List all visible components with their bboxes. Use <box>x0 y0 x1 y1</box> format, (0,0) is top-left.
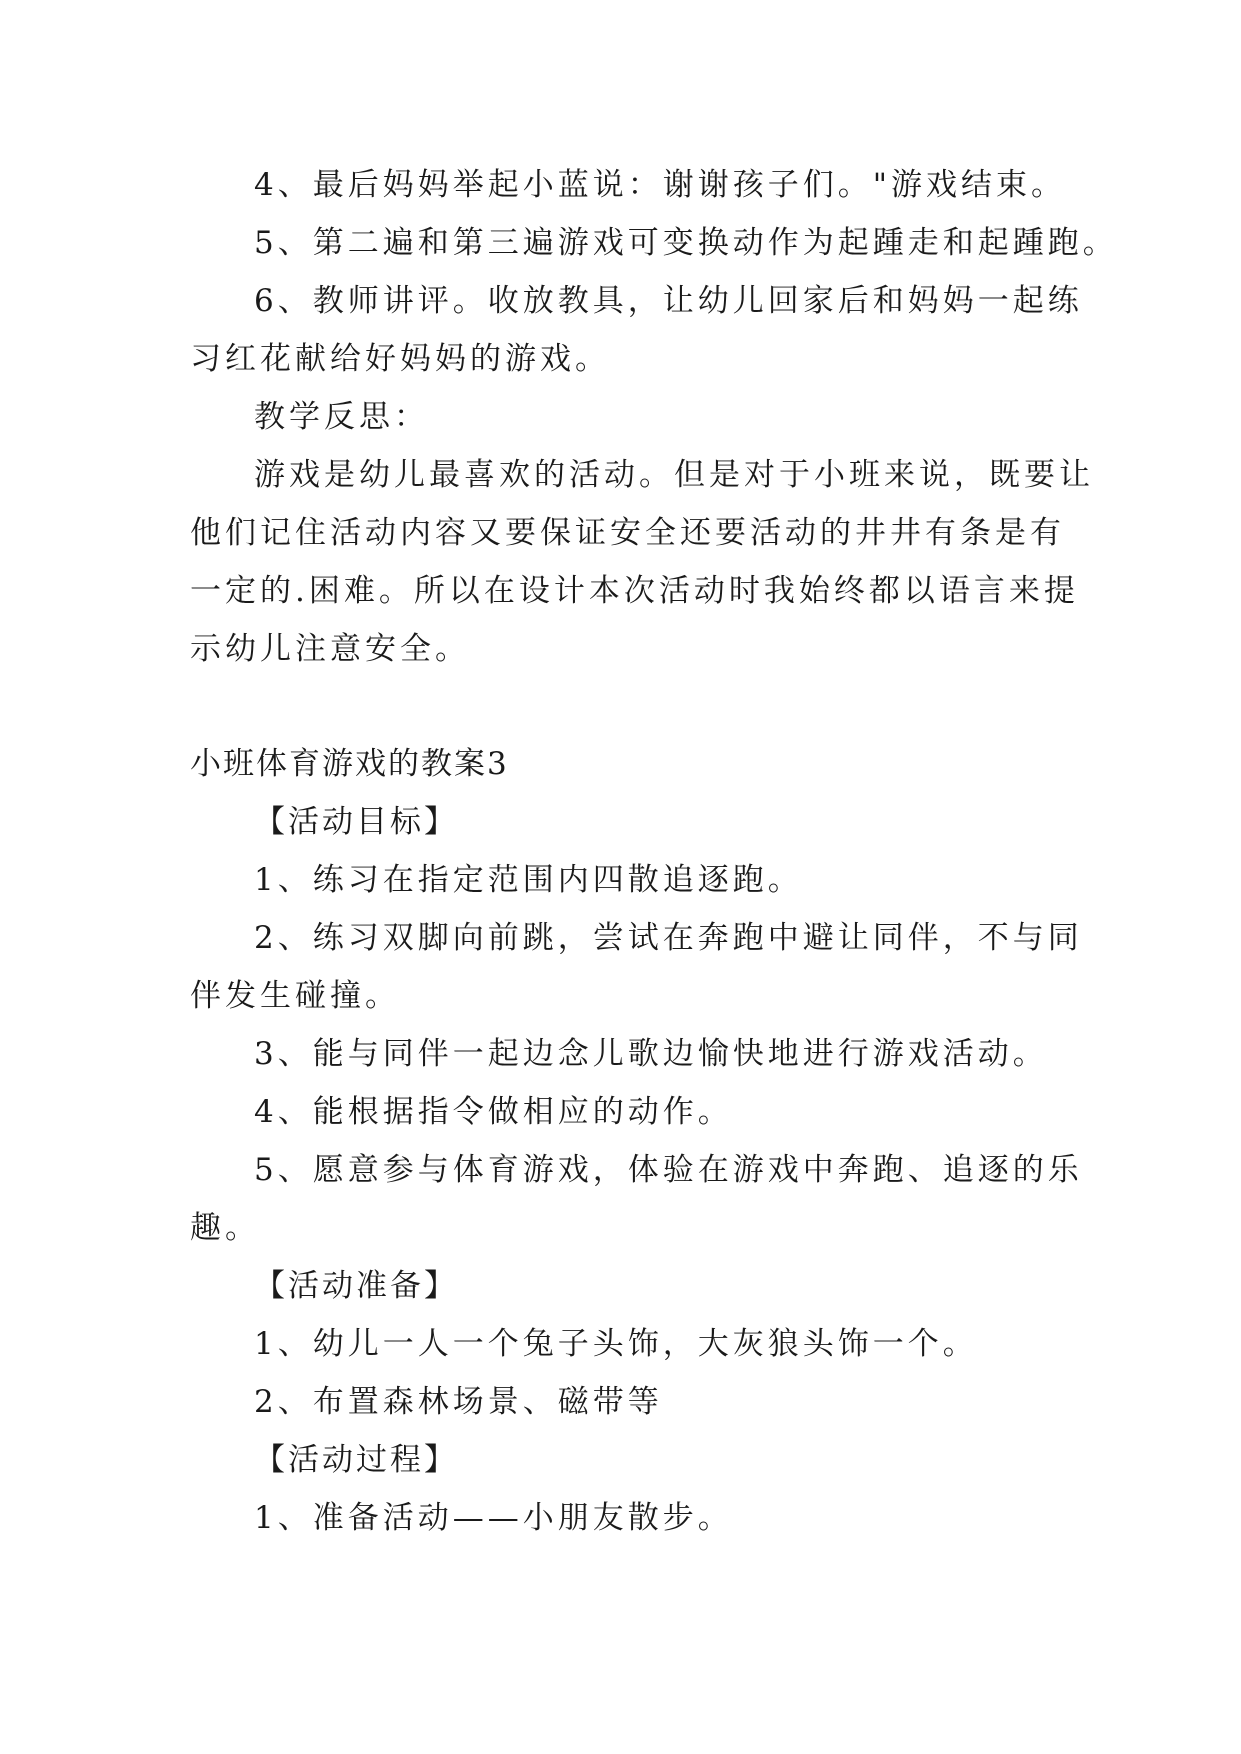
section-heading: 【活动目标】 <box>254 804 458 840</box>
section-heading: 【活动准备】 <box>254 1268 458 1304</box>
paragraph-line: 示幼儿注意安全。 <box>190 631 470 667</box>
section-heading: 教学反思： <box>254 399 429 435</box>
list-item: 5、愿意参与体育游戏，体验在游戏中奔跑、追逐的乐 <box>254 1152 1083 1188</box>
paragraph-line: 6、教师讲评。收放教具，让幼儿回家后和妈妈一起练 <box>254 283 1083 319</box>
list-item: 1、幼儿一人一个兔子头饰，大灰狼头饰一个。 <box>254 1326 978 1362</box>
section-heading: 【活动过程】 <box>254 1442 458 1478</box>
list-item: 2、布置森林场景、磁带等 <box>254 1384 663 1420</box>
list-item: 1、练习在指定范围内四散追逐跑。 <box>254 862 803 898</box>
paragraph-line: 4、最后妈妈举起小蓝说：谢谢孩子们。"游戏结束。 <box>254 167 1066 203</box>
list-item: 1、准备活动——小朋友散步。 <box>254 1500 733 1536</box>
list-item: 2、练习双脚向前跳，尝试在奔跑中避让同伴，不与同 <box>254 920 1083 956</box>
list-item: 4、能根据指令做相应的动作。 <box>254 1094 733 1130</box>
paragraph-line: 习红花献给好妈妈的游戏。 <box>190 341 610 377</box>
list-item: 3、能与同伴一起边念儿歌边愉快地进行游戏活动。 <box>254 1036 1048 1072</box>
paragraph-line: 5、第二遍和第三遍游戏可变换动作为起踵走和起踵跑。 <box>254 225 1118 261</box>
document-title: 小班体育游戏的教案3 <box>190 746 509 782</box>
list-item-continuation: 伴发生碰撞。 <box>190 978 400 1014</box>
paragraph-line: 一定的.困难。所以在设计本次活动时我始终都以语言来提 <box>190 573 1079 609</box>
paragraph-line: 游戏是幼儿最喜欢的活动。但是对于小班来说，既要让 <box>254 457 1094 493</box>
paragraph-line: 他们记住活动内容又要保证安全还要活动的井井有条是有 <box>190 515 1065 551</box>
list-item-continuation: 趣。 <box>190 1210 260 1246</box>
